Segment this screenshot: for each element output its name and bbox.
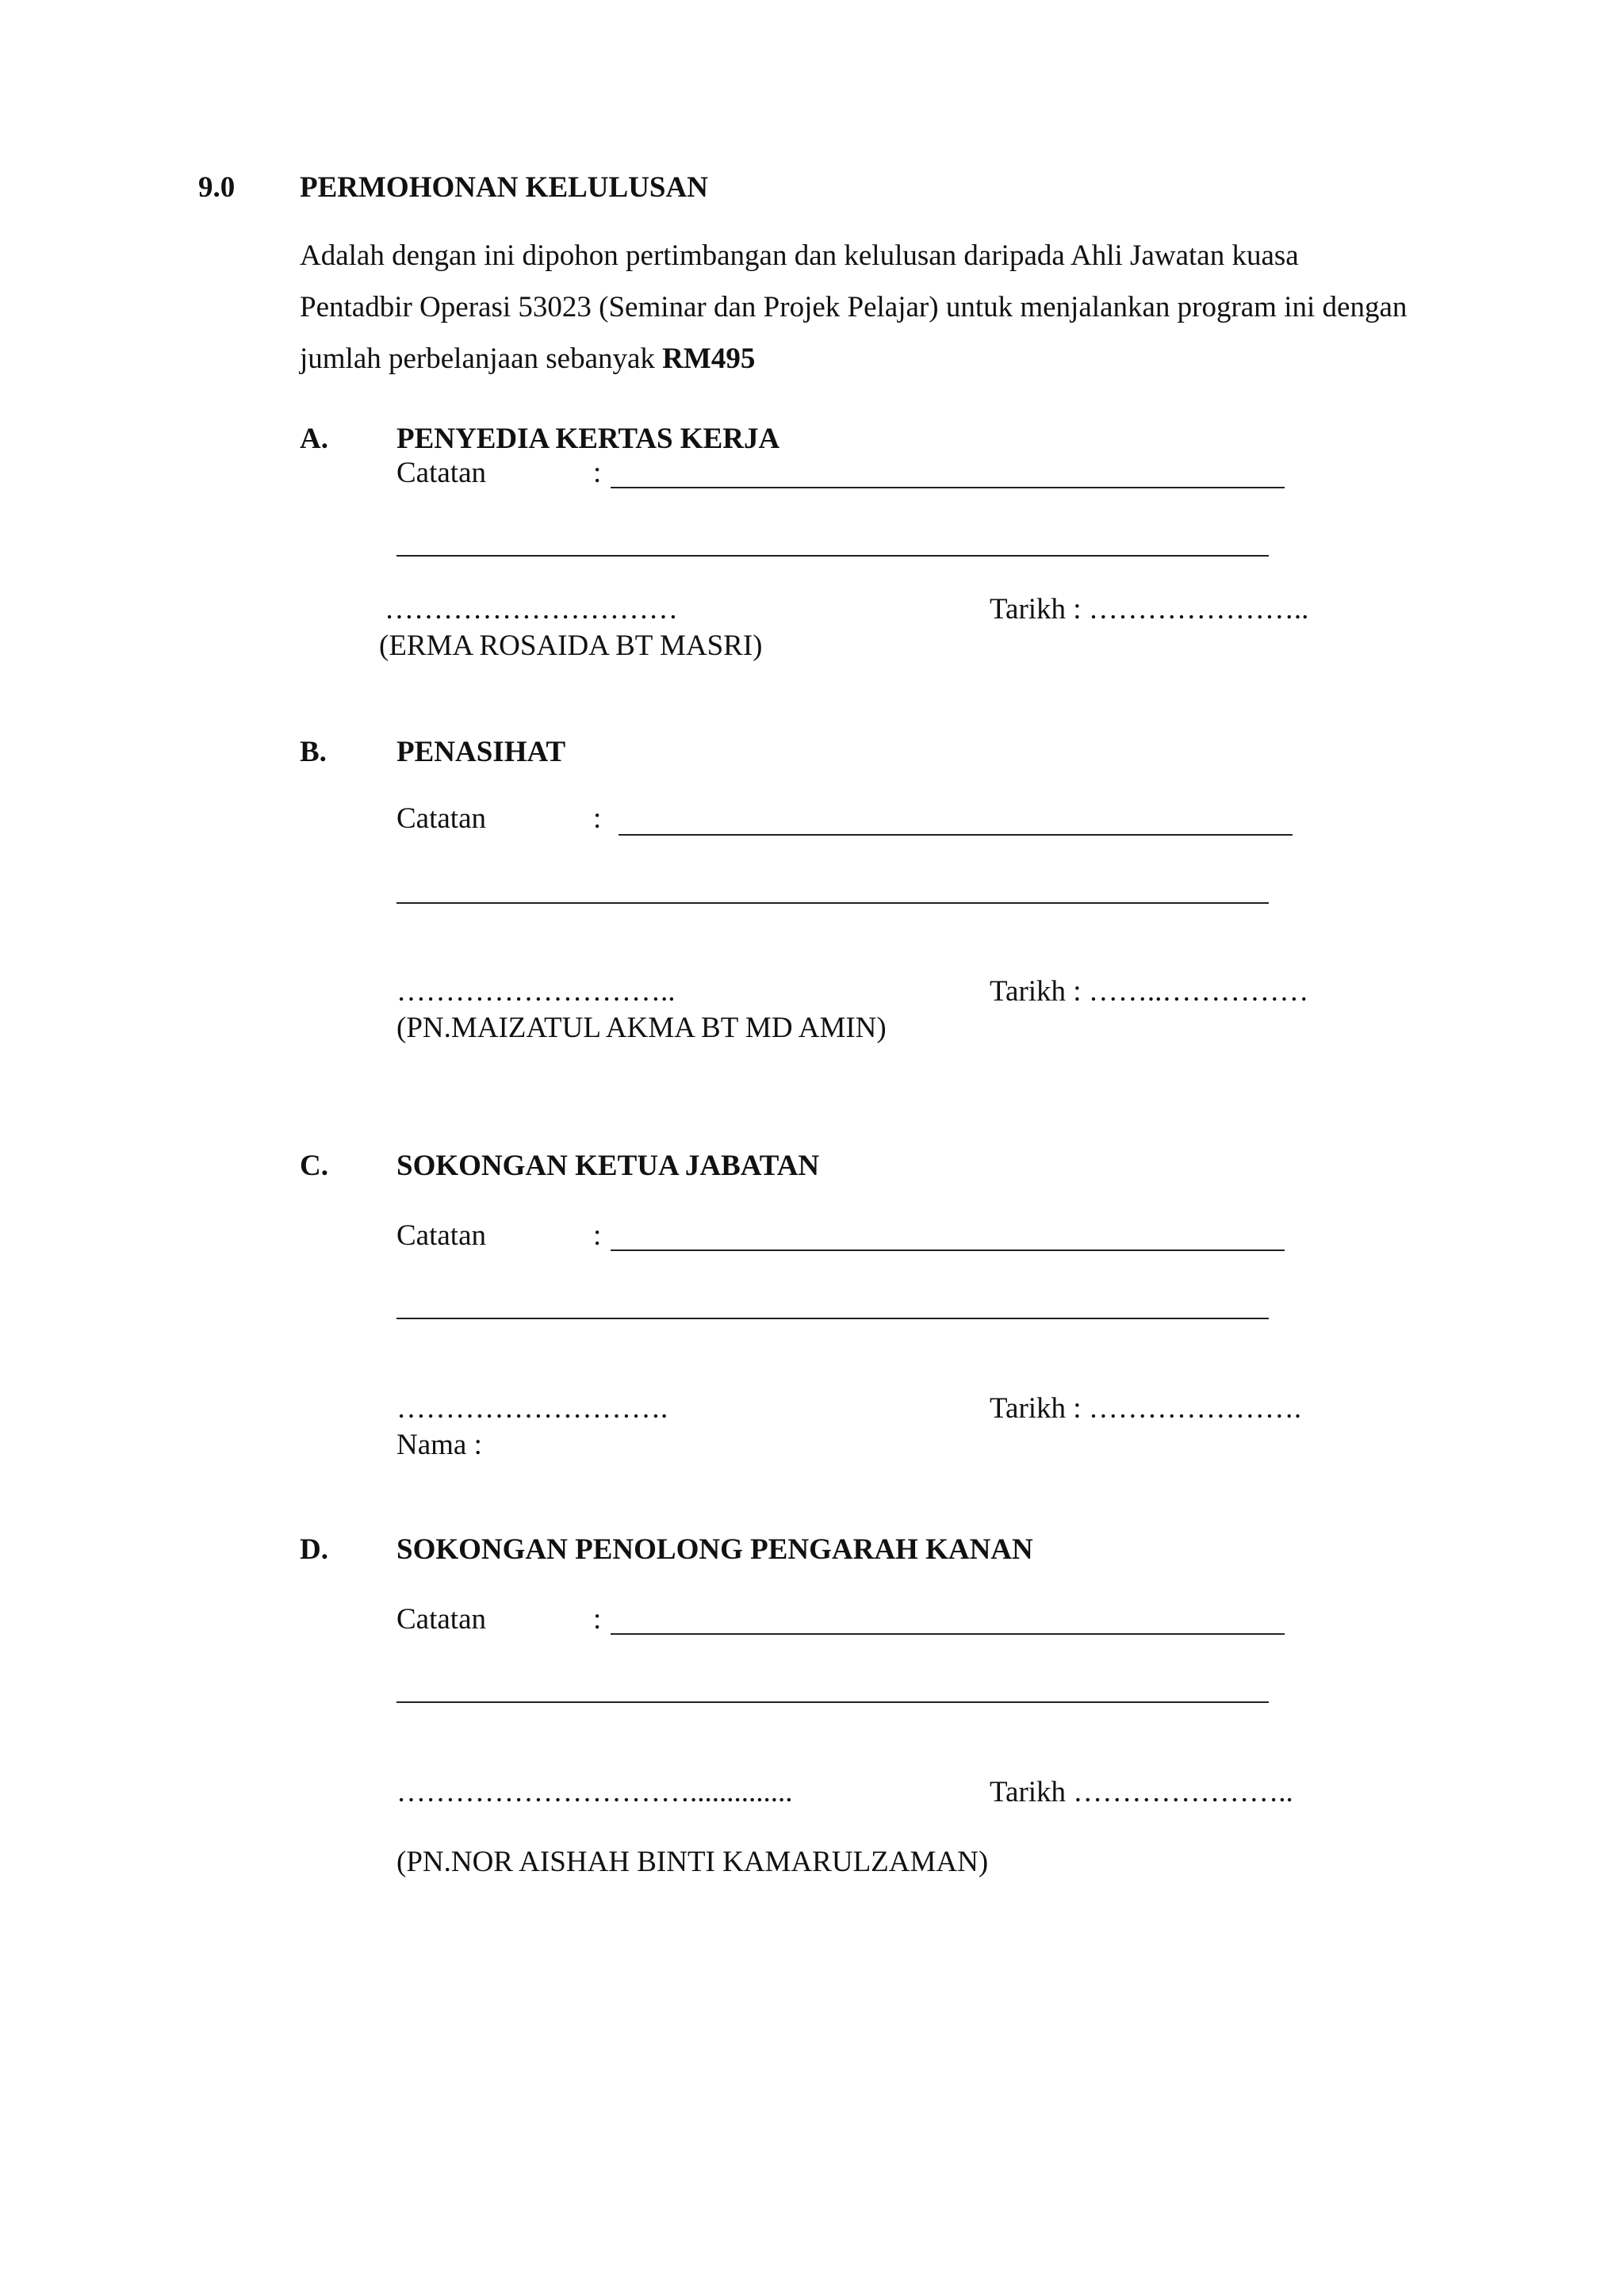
section-d-catatan-colon: :	[593, 1603, 602, 1636]
section-a-name: (ERMA ROSAIDA BT MASRI)	[379, 629, 763, 662]
section-d-catatan-line[interactable]	[611, 1633, 1285, 1635]
section-c-signature-line: ……………………….	[396, 1392, 668, 1425]
intro-paragraph	[300, 230, 1448, 385]
section-b-catatan-label: Catatan	[396, 802, 487, 835]
intro-line-2: Pentadbir Operasi 53023 (Seminar dan Projek Pelajar) untuk menjalankan program ini dengan	[300, 291, 1408, 323]
section-c-catatan-colon: :	[593, 1219, 602, 1252]
section-a-catatan-line-2[interactable]	[396, 555, 1269, 557]
budget-amount: RM495	[662, 342, 756, 375]
section-d-name: (PN.NOR AISHAH BINTI KAMARULZAMAN)	[396, 1846, 989, 1878]
section-a-catatan-label: Catatan	[396, 457, 487, 489]
section-c-name-label: Nama :	[396, 1429, 482, 1461]
section-b-letter: B.	[300, 736, 327, 768]
section-a-letter: A.	[300, 423, 328, 455]
intro-line-3	[300, 333, 1448, 385]
section-a-date-field: Tarikh : …………………..	[990, 593, 1309, 626]
section-b-name: (PN.MAIZATUL AKMA BT MD AMIN)	[396, 1012, 887, 1044]
intro-line-1: Adalah dengan ini dipohon pertimbangan dan kelulusan daripada Ahli Jawatan kuasa	[300, 239, 1299, 272]
section-d-catatan-label: Catatan	[396, 1603, 487, 1636]
section-b-date-field: Tarikh : ……..……………	[990, 975, 1309, 1008]
section-d-catatan-line-2[interactable]	[396, 1701, 1269, 1703]
section-b-catatan-line[interactable]	[619, 834, 1293, 836]
section-c-catatan-label: Catatan	[396, 1219, 487, 1252]
section-b-signature-line: ………………………..	[396, 975, 676, 1008]
section-d-title: SOKONGAN PENOLONG PENGARAH KANAN	[396, 1533, 1033, 1566]
section-b-catatan-colon: :	[593, 802, 602, 835]
section-d-date-field: Tarikh …………………..	[990, 1776, 1293, 1808]
section-b-catatan-line-2[interactable]	[396, 902, 1269, 904]
section-a-catatan-line[interactable]	[611, 487, 1285, 488]
section-number: 9.0	[198, 171, 236, 204]
section-d-signature-line: …………………………..............	[396, 1776, 793, 1808]
section-heading: PERMOHONAN KELULUSAN	[300, 171, 708, 204]
section-c-catatan-line[interactable]	[611, 1249, 1285, 1251]
section-c-catatan-line-2[interactable]	[396, 1318, 1269, 1319]
section-c-date-field: Tarikh : ………………….	[990, 1392, 1302, 1425]
intro-line-3-text: jumlah perbelanjaan sebanyak	[300, 342, 663, 375]
section-c-title: SOKONGAN KETUA JABATAN	[396, 1150, 820, 1182]
section-a-title: PENYEDIA KERTAS KERJA	[396, 423, 780, 455]
section-c-letter: C.	[300, 1150, 328, 1182]
section-a-catatan-colon: :	[593, 457, 602, 489]
section-d-letter: D.	[300, 1533, 328, 1566]
section-a-signature-line: …………………………	[385, 593, 678, 626]
section-b-title: PENASIHAT	[396, 736, 566, 768]
